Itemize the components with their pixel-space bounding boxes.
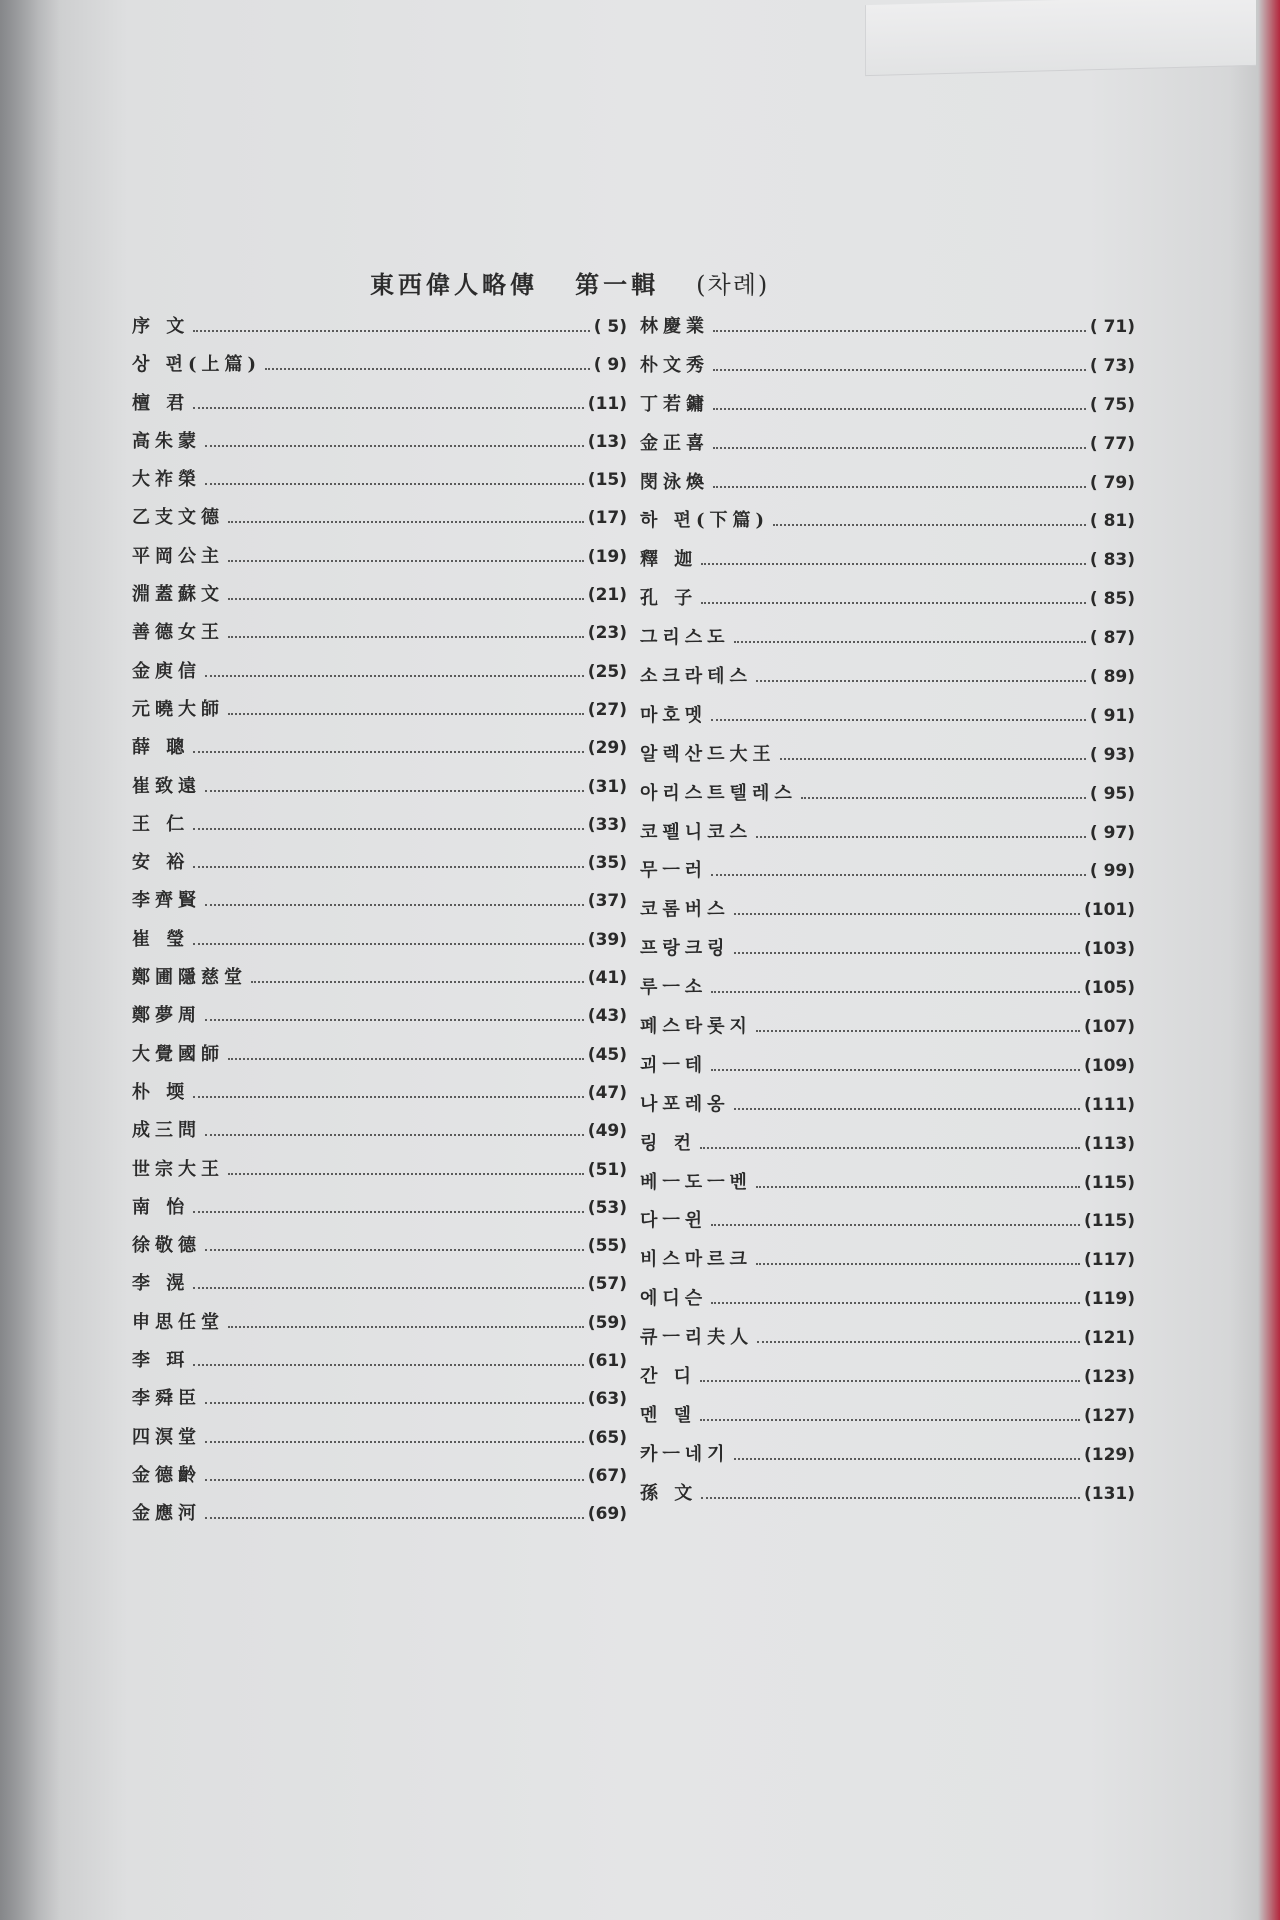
toc-entry [640, 1401, 1135, 1440]
toc-entry-name: 큐ㅡ리夫人 [640, 1327, 754, 1349]
toc-entry-page: (131) [1083, 1483, 1135, 1504]
toc-entry [640, 1206, 1135, 1245]
toc-entry-name: 멘 델 [640, 1404, 697, 1426]
toc-entry [132, 580, 627, 618]
toc-entry-name: 善德女王 [132, 622, 224, 644]
toc-entry [132, 427, 627, 465]
toc-entry-page: (115) [1083, 1172, 1135, 1193]
toc-entry-name: 李舜臣 [132, 1388, 201, 1410]
leader-dots [711, 709, 1086, 721]
toc-entry-name: 에디슨 [640, 1288, 708, 1310]
toc-entry-name: 安 裕 [132, 852, 190, 874]
leader-dots [713, 476, 1086, 488]
toc-entry [640, 895, 1135, 934]
toc-entry-page: (105) [1083, 978, 1135, 999]
toc-entry-name: 코펠니코스 [640, 821, 752, 843]
toc-entry-page: (103) [1083, 939, 1135, 960]
toc-entry-page: (101) [1083, 900, 1135, 921]
toc-entry-name: 崔致遠 [132, 775, 201, 797]
toc-entry-name: 序 文 [132, 316, 190, 337]
toc-entry-name: 소크라테스 [640, 666, 752, 688]
leader-dots [228, 1316, 584, 1328]
leader-dots [756, 670, 1086, 682]
toc-entry-page: (37) [587, 891, 627, 912]
toc-entry-name: 마호멧 [640, 704, 708, 726]
toc-entry [132, 1231, 627, 1269]
toc-entry-page: (129) [1083, 1444, 1135, 1465]
leader-dots [265, 358, 590, 370]
toc-entry-name: 釋 迦 [640, 549, 698, 571]
leader-dots [711, 865, 1086, 877]
toc-entry-page: ( 95) [1089, 783, 1135, 804]
leader-dots [757, 1331, 1080, 1343]
toc-entry-name: 徐敬德 [132, 1235, 201, 1257]
toc-entry-page: (61) [587, 1351, 627, 1372]
leader-dots [193, 856, 584, 868]
toc-entry [640, 701, 1135, 740]
toc-entry [132, 1269, 627, 1307]
toc-entry-page: (67) [587, 1465, 627, 1486]
toc-entry [132, 1078, 627, 1116]
toc-entry-name: 大覺國師 [132, 1043, 224, 1065]
toc-entry-name: 상 편(上篇) [132, 354, 262, 376]
toc-entry-page: (43) [587, 1006, 627, 1027]
leader-dots [228, 703, 584, 715]
toc-entry-name: 元曉大師 [132, 698, 224, 720]
toc-entry [640, 1440, 1135, 1479]
leader-dots [228, 550, 584, 562]
toc-entry-name: 李 珥 [132, 1350, 190, 1372]
toc-entry [640, 973, 1135, 1012]
toc-entry-page: (69) [587, 1504, 627, 1525]
toc-entry [132, 1193, 627, 1231]
toc-entry-name: 아리스트텔레스 [640, 782, 797, 804]
toc-entry-page: (17) [587, 508, 627, 529]
toc-entry-page: (119) [1083, 1289, 1135, 1310]
leader-dots [700, 1137, 1080, 1149]
toc-entry-page: (63) [587, 1389, 627, 1410]
toc-entry-page: (113) [1083, 1133, 1135, 1154]
title-volume: 第一輯 [575, 270, 660, 299]
toc-entry [132, 733, 627, 771]
toc-entry-name: 金應河 [132, 1503, 201, 1525]
toc-entry-name: 四溟堂 [132, 1426, 201, 1448]
toc-entry [640, 779, 1135, 818]
leader-dots [205, 1392, 584, 1404]
toc-entry-page: (53) [587, 1197, 627, 1218]
binding-shadow [0, 0, 60, 1920]
toc-entry [640, 1245, 1135, 1284]
toc-entry-page: ( 83) [1089, 550, 1135, 571]
toc-entry [132, 465, 627, 503]
toc-entry [132, 657, 627, 695]
toc-entry [132, 886, 627, 924]
toc-entry [132, 695, 627, 733]
toc-entry-page: ( 73) [1089, 355, 1135, 376]
toc-entry-page: (65) [587, 1427, 627, 1448]
toc-entry-page: ( 87) [1089, 628, 1135, 649]
toc-entry-name: 무ㅡ러 [640, 860, 708, 882]
tape-strip [865, 0, 1256, 76]
toc-entry-name: 乙支文德 [132, 507, 224, 529]
toc-entry [640, 623, 1135, 662]
toc-entry-page: (13) [587, 431, 627, 452]
toc-entry-page: (31) [587, 776, 627, 797]
toc-entry-name: 金德齡 [132, 1464, 201, 1486]
leader-dots [756, 1020, 1080, 1032]
toc-entry-page: (15) [587, 470, 627, 491]
leader-dots [756, 1253, 1080, 1265]
toc-entry [132, 810, 627, 848]
toc-entry [132, 772, 627, 810]
toc-entry [640, 740, 1135, 779]
toc-entry [132, 963, 627, 1001]
leader-dots [756, 826, 1086, 838]
toc-entry-name: 鄭夢周 [132, 1005, 201, 1027]
toc-entry-page: (117) [1083, 1250, 1135, 1271]
toc-entry [640, 1129, 1135, 1168]
toc-entry-page: ( 81) [1089, 511, 1135, 532]
toc-entry [640, 390, 1135, 429]
page-title [370, 265, 890, 300]
toc-entry-page: (127) [1083, 1405, 1135, 1426]
leader-dots [193, 741, 584, 753]
toc-entry-page: ( 77) [1089, 433, 1135, 454]
leader-dots [193, 933, 584, 945]
leader-dots [193, 1086, 584, 1098]
toc-entry [640, 1479, 1135, 1518]
toc-entry-name: 괴ㅡ테 [640, 1054, 708, 1076]
toc-entry-page: (39) [587, 929, 627, 950]
leader-dots [205, 1507, 584, 1519]
toc-entry-page: (23) [587, 623, 627, 644]
toc-entry-name: 비스마르크 [640, 1249, 752, 1271]
toc-entry [640, 662, 1135, 701]
toc-right-column [640, 312, 1135, 1518]
toc-entry-page: ( 9) [593, 355, 627, 376]
toc-entry-name: 申思任堂 [132, 1311, 224, 1333]
toc-entry-page: ( 97) [1089, 822, 1135, 843]
toc-entry [132, 1116, 627, 1154]
toc-entry [132, 1423, 627, 1461]
leader-dots [205, 895, 584, 907]
toc-entry-page: (55) [587, 1236, 627, 1257]
toc-entry-page: (57) [587, 1274, 627, 1295]
toc-entry-page: (29) [587, 738, 627, 759]
leader-dots [773, 515, 1086, 527]
toc-entry-page: (59) [587, 1312, 627, 1333]
leader-dots [701, 553, 1086, 565]
toc-entry [640, 1012, 1135, 1051]
title-main: 東西偉人略傳 [370, 270, 538, 299]
toc-entry-name: 大祚榮 [132, 469, 201, 491]
leader-dots [228, 626, 584, 638]
toc-entry-page: (121) [1083, 1328, 1135, 1349]
toc-entry-page: (51) [587, 1159, 627, 1180]
leader-dots [700, 1409, 1080, 1421]
toc-entry-name: 金正喜 [640, 432, 709, 454]
toc-entry [132, 1040, 627, 1078]
toc-entry [132, 848, 627, 886]
toc-entry-page: (123) [1083, 1367, 1135, 1388]
leader-dots [205, 665, 584, 677]
toc-entry-page: (41) [587, 968, 627, 989]
toc-entry-page: ( 93) [1089, 744, 1135, 765]
leader-dots [711, 981, 1080, 993]
toc-entry-name: 林慶業 [640, 316, 709, 337]
toc-entry-name: 프랑크링 [640, 938, 730, 960]
toc-entry [640, 312, 1135, 351]
leader-dots [205, 1431, 584, 1443]
toc-entry-name: 鄭圃隱慈堂 [132, 967, 247, 989]
title-sub: (차례) [696, 271, 770, 299]
toc-entry-name: 南 怡 [132, 1196, 190, 1218]
leader-dots [205, 1009, 584, 1021]
toc-entry [132, 1499, 627, 1537]
red-edge-strip [1258, 0, 1280, 1920]
leader-dots [734, 942, 1080, 954]
leader-dots [713, 359, 1086, 371]
leader-dots [780, 748, 1086, 760]
toc-entry-page: (35) [587, 853, 627, 874]
toc-entry [640, 818, 1135, 857]
toc-entry [640, 1051, 1135, 1090]
toc-entry-page: ( 91) [1089, 705, 1135, 726]
leader-dots [734, 631, 1086, 643]
toc-entry [132, 925, 627, 963]
toc-entry [640, 1323, 1135, 1362]
toc-entry-page: (45) [587, 1044, 627, 1065]
toc-entry [640, 934, 1135, 973]
toc-entry [132, 503, 627, 541]
leader-dots [228, 512, 584, 524]
leader-dots [701, 1487, 1080, 1499]
leader-dots [205, 1124, 584, 1136]
leader-dots [205, 435, 584, 447]
toc-entry [132, 1308, 627, 1346]
toc-entry [132, 389, 627, 427]
toc-entry-page: (111) [1083, 1094, 1135, 1115]
toc-entry [132, 350, 627, 388]
toc-entry-name: 王 仁 [132, 813, 190, 835]
toc-entry-name: 丁若鏞 [640, 393, 709, 415]
toc-entry [640, 351, 1135, 390]
toc-entry-name: 成三問 [132, 1120, 201, 1142]
toc-entry-name: 世宗大王 [132, 1158, 224, 1180]
toc-entry-name: 朴文秀 [640, 354, 709, 376]
toc-entry-name: 薛 聰 [132, 737, 190, 759]
leader-dots [734, 1448, 1080, 1460]
toc-entry-page: (47) [587, 1082, 627, 1103]
leader-dots [193, 397, 584, 409]
toc-entry-name: 平岡公主 [132, 545, 224, 567]
toc-entry [132, 618, 627, 656]
toc-entry [132, 542, 627, 580]
toc-entry [640, 584, 1135, 623]
toc-entry [132, 1384, 627, 1422]
toc-entry-page: (11) [587, 393, 627, 414]
leader-dots [756, 1176, 1080, 1188]
toc-entry-page: (115) [1083, 1211, 1135, 1232]
leader-dots [228, 1163, 584, 1175]
toc-entry [132, 1346, 627, 1384]
toc-entry-page: (19) [587, 546, 627, 567]
toc-entry-name: 李 滉 [132, 1273, 190, 1295]
toc-entry [132, 1155, 627, 1193]
toc-entry-name: 孫 文 [640, 1482, 698, 1504]
leader-dots [734, 903, 1080, 915]
toc-entry-name: 檀 君 [132, 392, 190, 414]
toc-entry-page: (107) [1083, 1017, 1135, 1038]
leader-dots [711, 1059, 1080, 1071]
leader-dots [713, 437, 1086, 449]
toc-entry-page: ( 71) [1089, 317, 1135, 337]
leader-dots [193, 818, 584, 830]
leader-dots [205, 1239, 584, 1251]
toc-left-column [132, 312, 627, 1538]
toc-entry-name: 베ㅡ도ㅡ벤 [640, 1171, 752, 1193]
toc-entry-page: ( 79) [1089, 472, 1135, 493]
leader-dots [713, 320, 1086, 332]
toc-entry [640, 1284, 1135, 1323]
toc-entry [132, 1461, 627, 1499]
leader-dots [193, 1354, 584, 1366]
toc-entry-name: 코롬버스 [640, 899, 730, 921]
toc-entry [640, 1362, 1135, 1401]
leader-dots [801, 787, 1086, 799]
toc-entry-name: 金庾信 [132, 660, 201, 682]
toc-entry-page: (49) [587, 1121, 627, 1142]
toc-entry-page: (25) [587, 661, 627, 682]
toc-entry [132, 1001, 627, 1039]
toc-entry [132, 312, 627, 350]
toc-entry-name: 高朱蒙 [132, 430, 201, 452]
leader-dots [205, 473, 584, 485]
toc-entry-page: (33) [587, 814, 627, 835]
toc-entry-name: 崔 瑩 [132, 928, 190, 950]
toc-entry-name: 카ㅡ네기 [640, 1443, 730, 1465]
leader-dots [228, 1048, 584, 1060]
toc-entry [640, 506, 1135, 545]
toc-entry [640, 429, 1135, 468]
toc-entry-name: 루ㅡ소 [640, 977, 708, 999]
toc-entry-page: ( 99) [1089, 861, 1135, 882]
toc-entry-page: ( 75) [1089, 394, 1135, 415]
toc-entry-page: (21) [587, 585, 627, 606]
toc-entry-name: 孔 子 [640, 588, 698, 610]
leader-dots [713, 398, 1086, 410]
leader-dots [193, 320, 589, 332]
toc-entry [640, 468, 1135, 507]
toc-entry-name: 다ㅡ윈 [640, 1210, 708, 1232]
leader-dots [711, 1215, 1080, 1227]
toc-entry [640, 1168, 1135, 1207]
leader-dots [700, 1370, 1080, 1382]
leader-dots [205, 780, 584, 792]
toc-entry-name: 간 디 [640, 1366, 697, 1388]
toc-entry-name: 알렉산드大王 [640, 743, 776, 765]
toc-entry-name: 나포레옹 [640, 1093, 730, 1115]
leader-dots [734, 1098, 1080, 1110]
leader-dots [205, 1469, 584, 1481]
toc-entry-page: (109) [1083, 1055, 1135, 1076]
leader-dots [193, 1278, 584, 1290]
toc-entry-name: 하 편(下篇) [640, 510, 770, 532]
toc-entry-name: 閔泳煥 [640, 471, 709, 493]
toc-entry [640, 1090, 1135, 1129]
toc-entry-page: ( 89) [1089, 667, 1135, 688]
toc-entry-name: 링 컨 [640, 1132, 697, 1154]
toc-entry [640, 545, 1135, 584]
leader-dots [228, 588, 584, 600]
leader-dots [711, 1292, 1080, 1304]
leader-dots [193, 1201, 584, 1213]
leader-dots [701, 592, 1086, 604]
toc-entry-page: (27) [587, 699, 627, 720]
toc-entry-name: 朴 堧 [132, 1081, 190, 1103]
leader-dots [251, 971, 584, 983]
toc-entry-name: 淵蓋蘇文 [132, 584, 224, 606]
toc-entry-name: 그리스도 [640, 627, 730, 649]
toc-entry-name: 李齊賢 [132, 890, 201, 912]
toc-entry-page: ( 85) [1089, 589, 1135, 610]
toc-entry-name: 페스타롯지 [640, 1016, 752, 1038]
toc-entry-page: ( 5) [593, 317, 627, 337]
toc-entry [640, 856, 1135, 895]
